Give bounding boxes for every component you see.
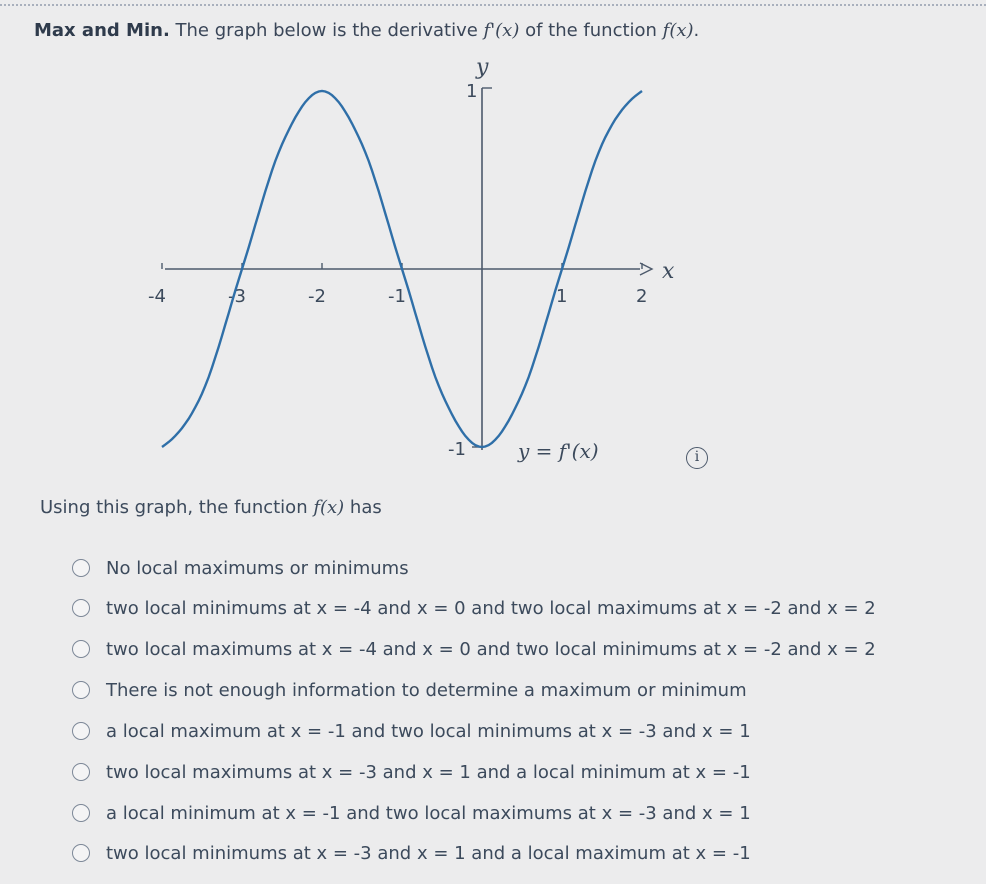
- curve-label: y = f'(x): [518, 439, 599, 463]
- option-1[interactable]: [72, 554, 409, 582]
- x-tick-label: 2: [636, 286, 648, 307]
- question-prompt: [40, 497, 382, 518]
- header-text-1: The graph below is the derivative: [169, 20, 484, 41]
- option-2[interactable]: [72, 594, 876, 622]
- header-period: .: [693, 20, 700, 41]
- option-label: No local maximums or minimums: [106, 557, 409, 579]
- option-label: two local minimums at x = -3 and x = 1 and a local maximum at x = -1: [106, 842, 751, 864]
- prompt-f: f(x): [313, 497, 345, 518]
- option-6[interactable]: [72, 758, 751, 786]
- option-label: There is not enough information to determine a maximum or minimum: [106, 679, 747, 701]
- question-title: Max and Min.: [34, 20, 170, 41]
- radio-button[interactable]: [72, 722, 90, 740]
- radio-button[interactable]: [72, 763, 90, 781]
- x-tick-label: -2: [308, 286, 326, 307]
- radio-button[interactable]: [72, 559, 90, 577]
- radio-button[interactable]: [72, 844, 90, 862]
- x-tick-label: -3: [228, 286, 246, 307]
- y-tick-top-label: 1: [466, 81, 478, 102]
- y-tick-bottom-label: -1: [448, 439, 466, 460]
- info-icon[interactable]: i: [686, 447, 708, 469]
- option-label: two local minimums at x = -4 and x = 0 and two local maximums at x = -2 and x = 2: [106, 597, 876, 619]
- prompt-text-1: Using this graph, the function: [40, 497, 314, 518]
- option-3[interactable]: [72, 635, 876, 663]
- y-axis-label: y: [476, 55, 489, 80]
- x-tick-label: -4: [148, 286, 166, 307]
- radio-button[interactable]: [72, 804, 90, 822]
- option-8[interactable]: [72, 839, 751, 867]
- option-4[interactable]: [72, 676, 747, 704]
- x-axis-label: x: [662, 259, 675, 284]
- radio-button[interactable]: [72, 599, 90, 617]
- option-label: two local maximums at x = -4 and x = 0 and two local minimums at x = -2 and x = 2: [106, 638, 876, 660]
- option-label: a local minimum at x = -1 and two local maximums at x = -3 and x = 1: [106, 802, 751, 824]
- prompt-text-2: has: [344, 497, 382, 518]
- header-fprime: f'(x): [483, 20, 520, 41]
- radio-button[interactable]: [72, 681, 90, 699]
- x-tick-label: -1: [388, 286, 406, 307]
- header-text-2: of the function: [519, 20, 663, 41]
- option-5[interactable]: [72, 717, 751, 745]
- radio-button[interactable]: [72, 640, 90, 658]
- x-tick-labels: [148, 286, 647, 307]
- option-label: two local maximums at x = -3 and x = 1 and a local minimum at x = -1: [106, 761, 751, 783]
- option-7[interactable]: [72, 799, 751, 827]
- x-tick-label: 1: [556, 286, 568, 307]
- option-label: a local maximum at x = -1 and two local minimums at x = -3 and x = 1: [106, 720, 751, 742]
- header-f: f(x): [662, 20, 694, 41]
